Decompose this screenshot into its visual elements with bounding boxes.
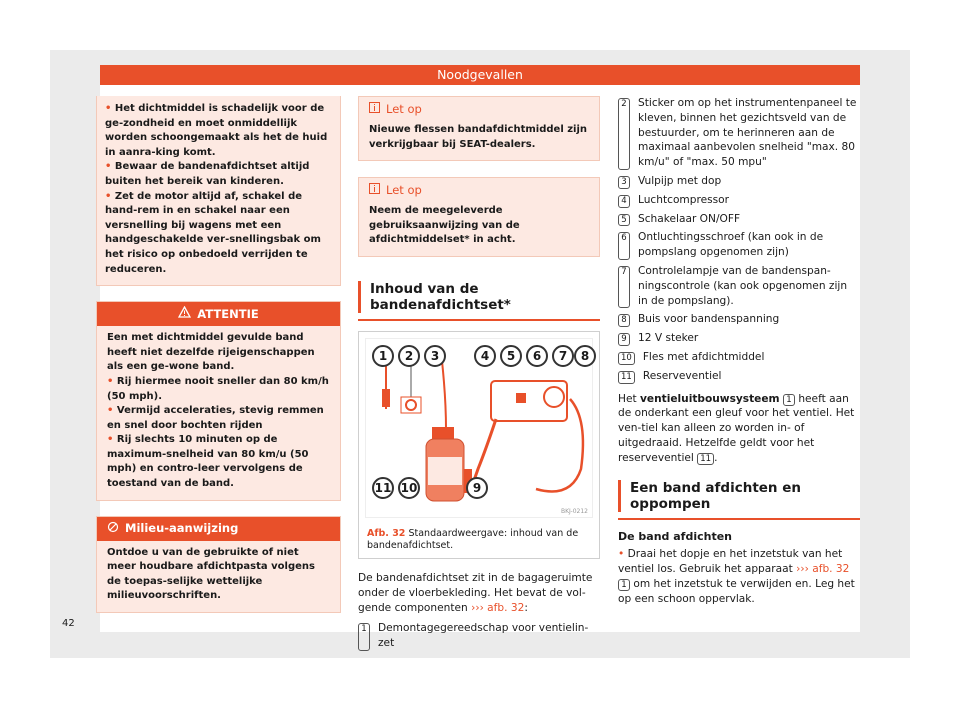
attention-body xyxy=(97,326,340,500)
list-item xyxy=(618,369,860,384)
section-rule xyxy=(358,319,600,321)
item-number: 1 xyxy=(618,579,630,591)
environment-title: Milieu-aanwijzing xyxy=(125,521,239,536)
middle-column xyxy=(358,96,600,651)
body-paragraph: Het ventieluitbouwsysteem 1 heeft aan de onderkant een gleuf voor het ventiel. Het ven-tiel kan alleen zo worden in- of uitgedraaid. Hetzelfde geldt voor het reserveventiel 11 . xyxy=(618,392,855,464)
warning-box xyxy=(96,96,341,286)
item-text: 12 V steker xyxy=(638,332,699,345)
figure-reference-link[interactable]: ››› afb. 32 xyxy=(471,601,525,614)
list-item xyxy=(618,350,860,365)
note-text: Neem de meegeleverde gebruiksaanwijzing van de afdichtmiddelset* in acht. xyxy=(369,205,520,246)
section-heading xyxy=(618,480,860,520)
attention-bullet: • Rij hiermee nooit sneller dan 80 km/h (50 mph). xyxy=(107,375,329,402)
item-number: 5 xyxy=(618,214,630,227)
callout-11: 11 xyxy=(372,477,394,499)
note-header xyxy=(359,178,599,202)
warning-bullet: • Zet de motor altijd af, schakel de hand-rem in en schakel naar een versnelling bij wagens met een handgeschakelde ver-snellingsbak om het risico op onbedoeld verrijden te reduceren. xyxy=(105,190,321,275)
list-item xyxy=(618,193,860,208)
callout-7: 7 xyxy=(552,345,574,367)
figure-illustration xyxy=(365,338,593,518)
attention-title: ATTENTIE xyxy=(197,306,259,321)
item-text: Schakelaar ON/OFF xyxy=(638,212,741,225)
environment-box xyxy=(96,516,341,613)
section-title: Inhoud van de bandenafdichtset* xyxy=(358,281,600,313)
attention-bullet: • Rij slechts 10 minuten op de maximum-snelheid van 80 km/u (50 mph) en contro-leer vervolgens de toestand van de band. xyxy=(107,434,309,490)
figure-code: BKJ-0212 xyxy=(560,507,588,515)
figure-reference-link[interactable]: ››› afb. 32 xyxy=(796,563,850,576)
info-icon xyxy=(369,102,380,117)
section-rule xyxy=(618,518,860,520)
list-item xyxy=(358,621,600,651)
subsection-title: De band afdichten xyxy=(618,529,733,543)
warning-bullet: • Het dichtmiddel is schadelijk voor de ge-zondheid en moet onmiddellijk worden schoongemaakt als het de huid in aanra-king komt. xyxy=(105,103,328,158)
item-text: Demontagegereedschap voor ventielin-zet xyxy=(378,622,589,650)
item-number: 8 xyxy=(618,314,630,327)
section-heading xyxy=(358,281,600,321)
list-item xyxy=(618,312,860,327)
environment-body: Ontdoe u van de gebruikte of niet meer houdbare afdichtpasta volgens de toepas-selijke wettelijke milieuvoorschriften. xyxy=(107,546,315,602)
attention-box xyxy=(96,301,341,501)
component-list xyxy=(618,96,860,384)
callout-8: 8 xyxy=(574,345,596,367)
item-text: Buis voor bandenspanning xyxy=(638,313,780,326)
list-item xyxy=(618,96,860,170)
item-text: Reserveventiel xyxy=(642,369,722,382)
list-item xyxy=(618,230,860,260)
figure-caption-text: Standaardweergave: inhoud van de bandenafdichtset. xyxy=(367,527,579,551)
note-text: Nieuwe flessen bandafdichtmiddel zijn verkrijgbaar bij SEAT-dealers. xyxy=(369,124,588,150)
item-text: Vulpijp met dop xyxy=(638,174,722,187)
attention-header xyxy=(97,302,340,326)
item-number: 2 xyxy=(618,98,630,170)
list-item xyxy=(618,264,860,308)
item-text: Sticker om op het instrumentenpaneel te kleven, binnen het gezichtsveld van de bestuurder, om te herinneren aan de maximaal aanbevolen snelheid "max. 80 km/u" of "max. 50 mpu" xyxy=(638,97,857,169)
warning-bullet: • Bewaar de bandenafdichtset altijd buiten het bereik van kinderen. xyxy=(105,161,310,187)
item-number: 7 xyxy=(618,266,630,308)
callout-6: 6 xyxy=(526,345,548,367)
note-box xyxy=(358,177,600,257)
environment-header xyxy=(97,517,340,541)
bold-term: ventieluitbouwsysteem xyxy=(640,392,780,405)
item-text: Fles met afdichtmiddel xyxy=(642,350,765,363)
item-text: Controlelampje van de bandenspan-ningscontrole (kan ook opgenomen zijn in de pompslang). xyxy=(638,264,848,307)
note-box xyxy=(358,96,600,161)
callout-3: 3 xyxy=(424,345,446,367)
item-number: 1 xyxy=(358,623,370,651)
item-text: Ontluchtingsschroef (kan ook in de pompslang opgenomen zijn) xyxy=(638,231,824,259)
callout-10: 10 xyxy=(398,477,420,499)
right-column xyxy=(618,96,860,607)
attention-intro: Een met dichtmiddel gevulde band heeft niet dezelfde rijeigenschappen als een ge-wone band. xyxy=(107,332,315,373)
attention-bullet: • Vermijd acceleraties, stevig remmen en snel door bochten rijden xyxy=(107,405,324,431)
chapter-header: Noodgevallen xyxy=(100,65,860,85)
item-number: 10 xyxy=(618,352,635,365)
item-number: 4 xyxy=(618,195,630,208)
list-item xyxy=(618,174,860,189)
item-number: 11 xyxy=(618,371,635,384)
callout-4: 4 xyxy=(474,345,496,367)
item-number: 6 xyxy=(618,232,630,260)
note-title: Let op xyxy=(386,101,422,116)
page-number: 42 xyxy=(62,618,75,629)
figure xyxy=(358,331,600,559)
note-title: Let op xyxy=(386,182,422,197)
step-bullet: • Draai het dopje en het inzetstuk van het ventiel los. Gebruik het apparaat ››› afb. 32 1 om het inzetstuk te verwijden en. Leg het op een schoon oppervlak. xyxy=(618,548,855,605)
list-item xyxy=(618,331,860,346)
note-header xyxy=(359,97,599,121)
body-paragraph: De bandenafdichtset zit in de bagageruimte onder de vloerbekleding. Het bevat de vol-gende componenten ››› afb. 32: xyxy=(358,571,593,614)
leaf-icon xyxy=(107,521,119,537)
figure-label: Afb. 32 xyxy=(367,527,406,539)
section-title: Een band afdichten en oppompen xyxy=(618,480,860,512)
callout-2: 2 xyxy=(398,345,420,367)
warning-triangle-icon xyxy=(178,306,191,322)
left-column xyxy=(96,96,341,613)
callout-1: 1 xyxy=(372,345,394,367)
callout-5: 5 xyxy=(500,345,522,367)
info-icon xyxy=(369,183,380,198)
list-item xyxy=(618,212,860,227)
item-text: Luchtcompressor xyxy=(638,193,729,206)
callout-9: 9 xyxy=(466,477,488,499)
item-number: 1 xyxy=(783,394,795,406)
figure-caption xyxy=(359,524,599,558)
item-number: 9 xyxy=(618,333,630,346)
item-number: 11 xyxy=(697,453,714,465)
item-number: 3 xyxy=(618,176,630,189)
